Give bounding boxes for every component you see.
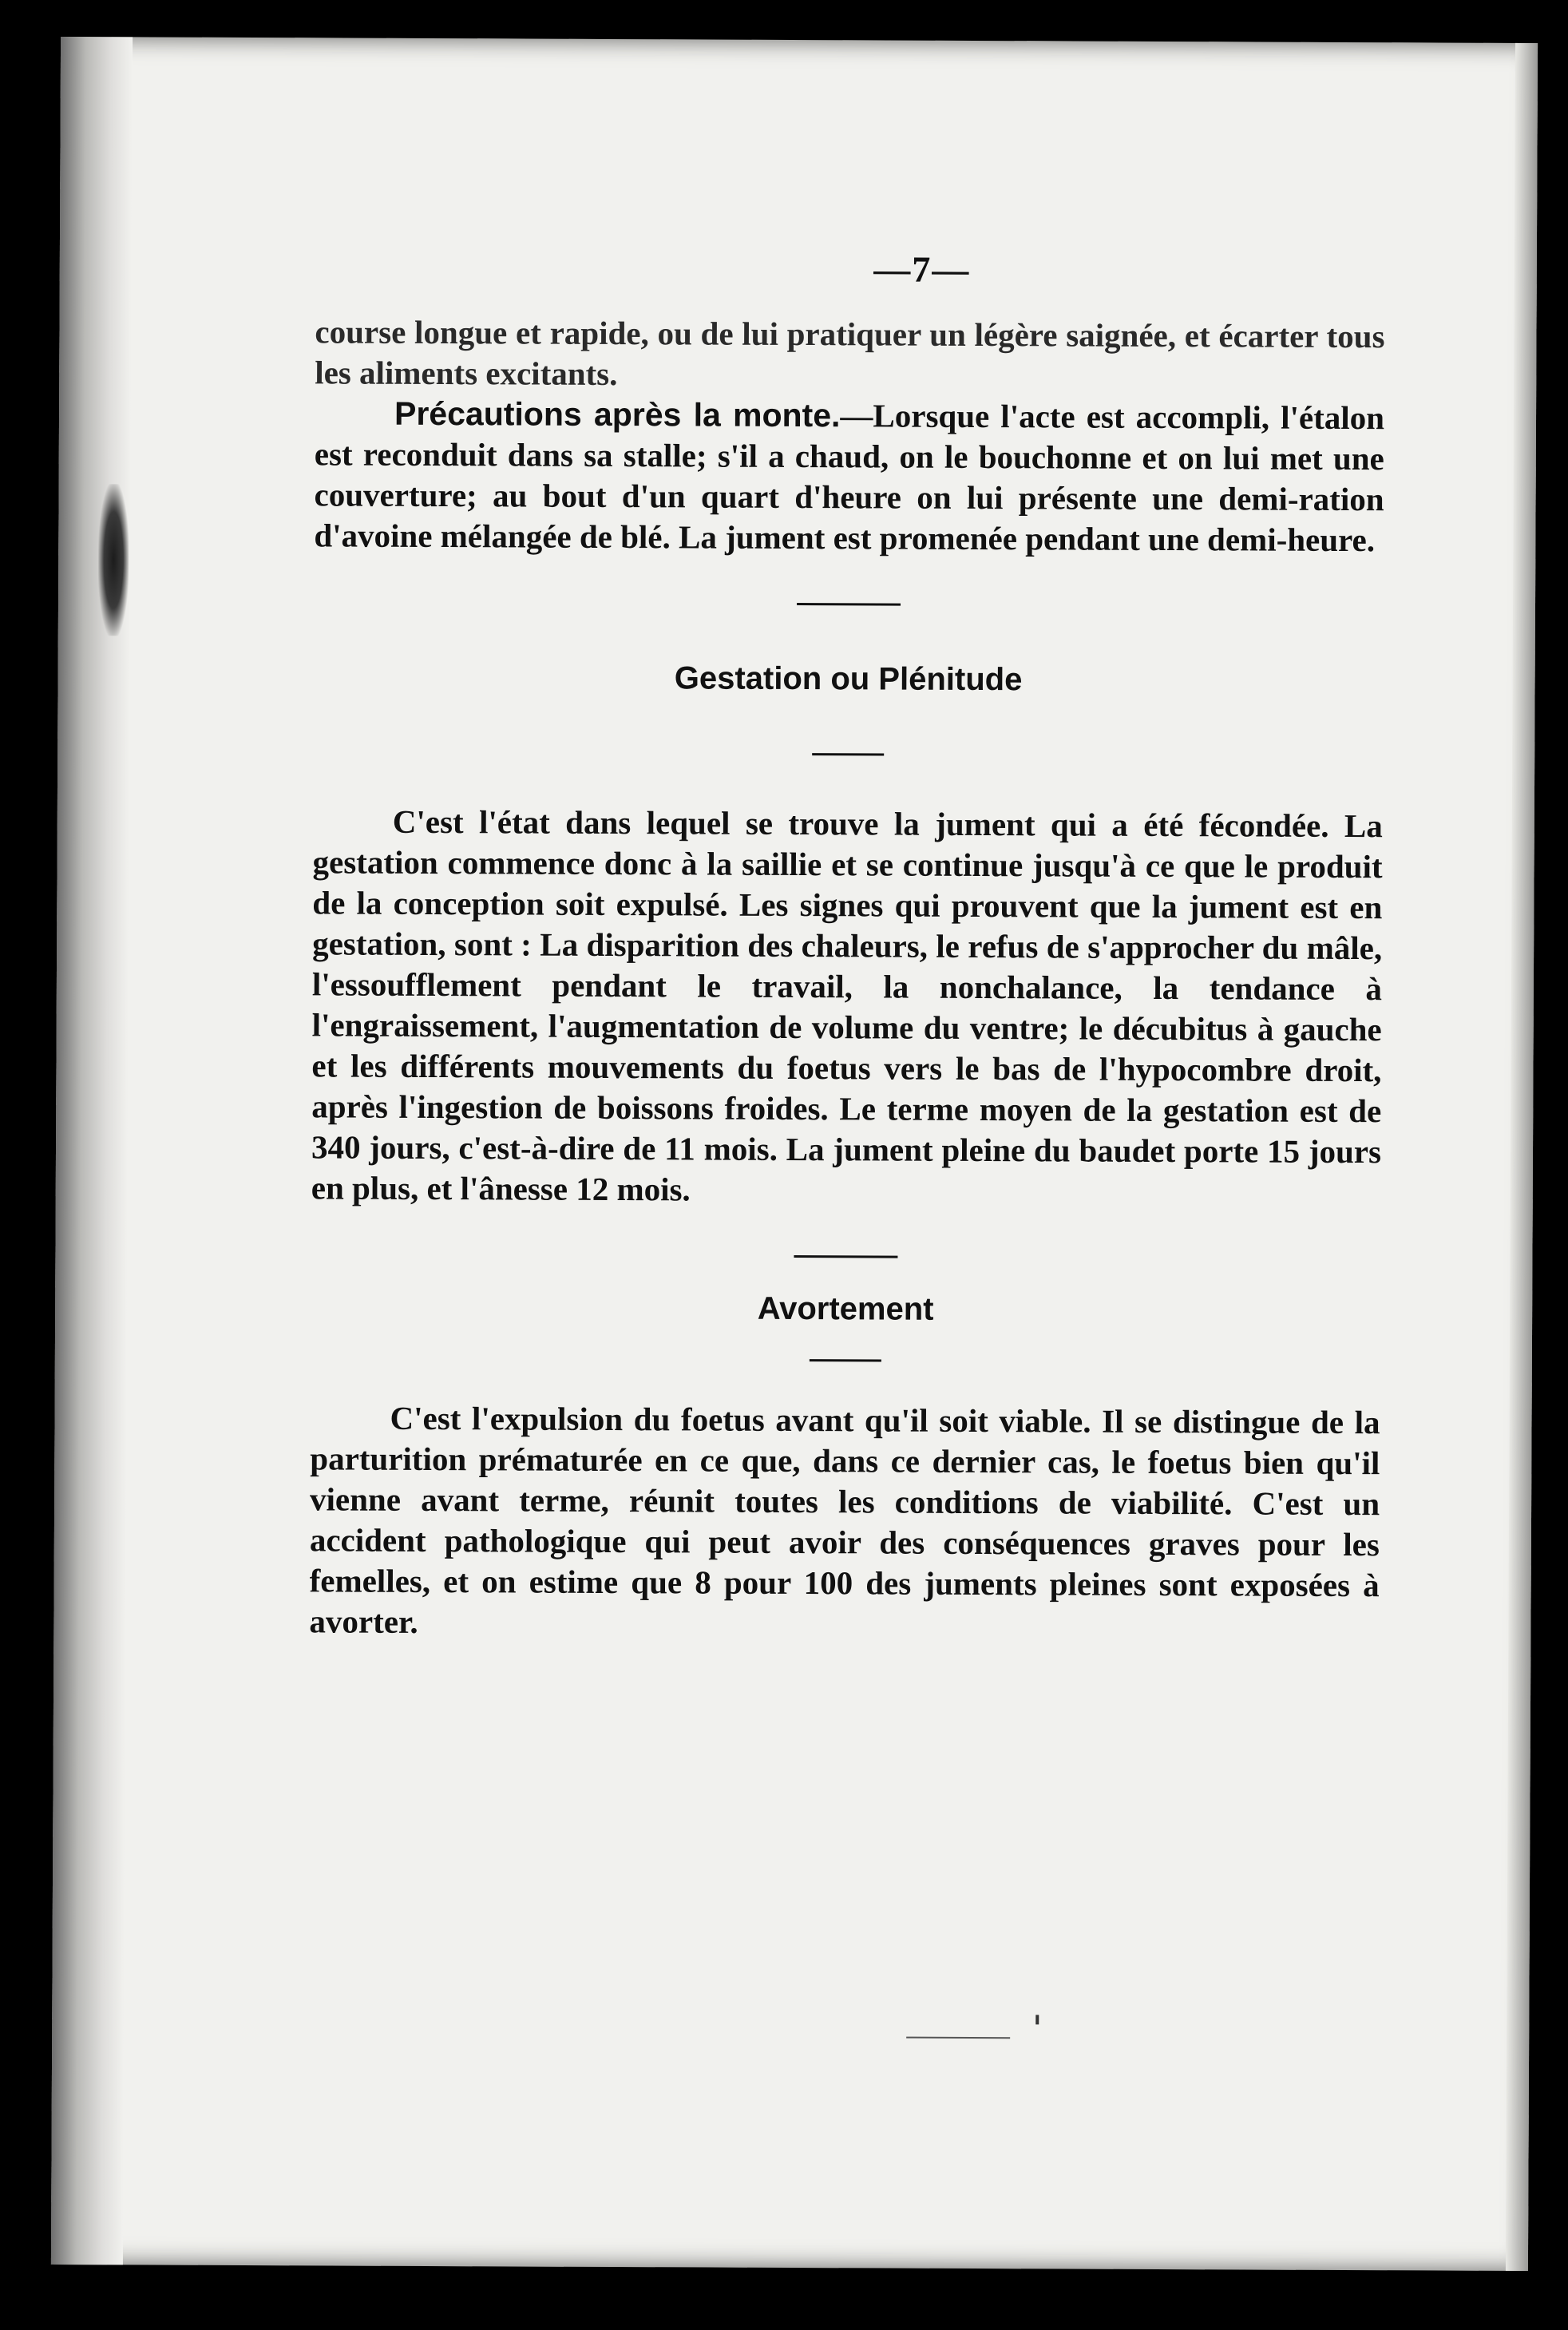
heading-underline bbox=[812, 753, 884, 755]
scanned-page bbox=[51, 37, 1538, 2271]
page-number: —7— bbox=[873, 248, 971, 290]
section-monte-continued bbox=[314, 311, 1384, 561]
section-heading: Avortement bbox=[757, 1290, 934, 1327]
section-heading: Gestation ou Plénitude bbox=[674, 660, 1023, 698]
section-gestation bbox=[311, 659, 1384, 1213]
paragraph: course longue et rapide, ou de lui pratiquer un légère saignée, et écarter tous les aliments excitants. bbox=[315, 313, 1385, 393]
paragraph: C'est l'état dans lequel se trouve la jument qui a été fécondée. La gestation commence donc à la saillie et se continue jusqu'à ce que le produit de la conception soit expulsé. Les signes qui prouvent que la jument est en gestation, sont : La disparition des chaleurs, le refus de s'approcher du mâle, l'essoufflement pendant le travail, la nonchalance, la tendance à l'engraissement, l'augmentation de volume du ventre; le décubitus à gauche et les différents mouvements du foetus vers le bas de l'hypocombre droit, après l'ingestion de boissons froides. Le terme moyen de la gestation est de 340 jours, c'est-à-dire de 11 mois. La jument pleine du baudet porte 15 jours en plus, et l'ânesse 12 mois. bbox=[311, 802, 1383, 1208]
section-divider bbox=[794, 1255, 897, 1258]
binding-stain bbox=[98, 484, 129, 636]
page-gutter-shadow bbox=[51, 37, 133, 2265]
heading-underline bbox=[810, 1359, 881, 1361]
paragraph: C'est l'expulsion du foetus avant qu'il soit viable. Il se distingue de la parturition prématurée en ce que, dans ce dernier cas, le foetus bien qu'il vienne avant terme, réunit toutes les conditions de viabilité. C'est un accident pathologique qui peut avoir des conséquences graves pour les femelles, et on estime que 8 pour 100 des juments pleines sont exposées à avorter. bbox=[309, 1399, 1380, 1640]
paragraph-text: —Lorsque l'acte est accompli, l'étalon est reconduit dans sa stalle; s'il a chaud, on le bouchonne et on lui met une couverture; au bout d'un quart d'heure on lui présente une demi-ration d'avoine mélangée de blé. La jument est promenée pendant une demi-heure. bbox=[314, 397, 1385, 559]
page-edge bbox=[1506, 43, 1538, 2271]
section-avortement bbox=[309, 1289, 1380, 1646]
section-divider bbox=[797, 603, 901, 606]
closing-rule bbox=[906, 2037, 1010, 2039]
run-in-heading: Précautions après la monte. bbox=[394, 394, 841, 434]
print-mark bbox=[1035, 2015, 1039, 2024]
paragraph bbox=[314, 393, 1384, 561]
page-content bbox=[309, 245, 1385, 1646]
